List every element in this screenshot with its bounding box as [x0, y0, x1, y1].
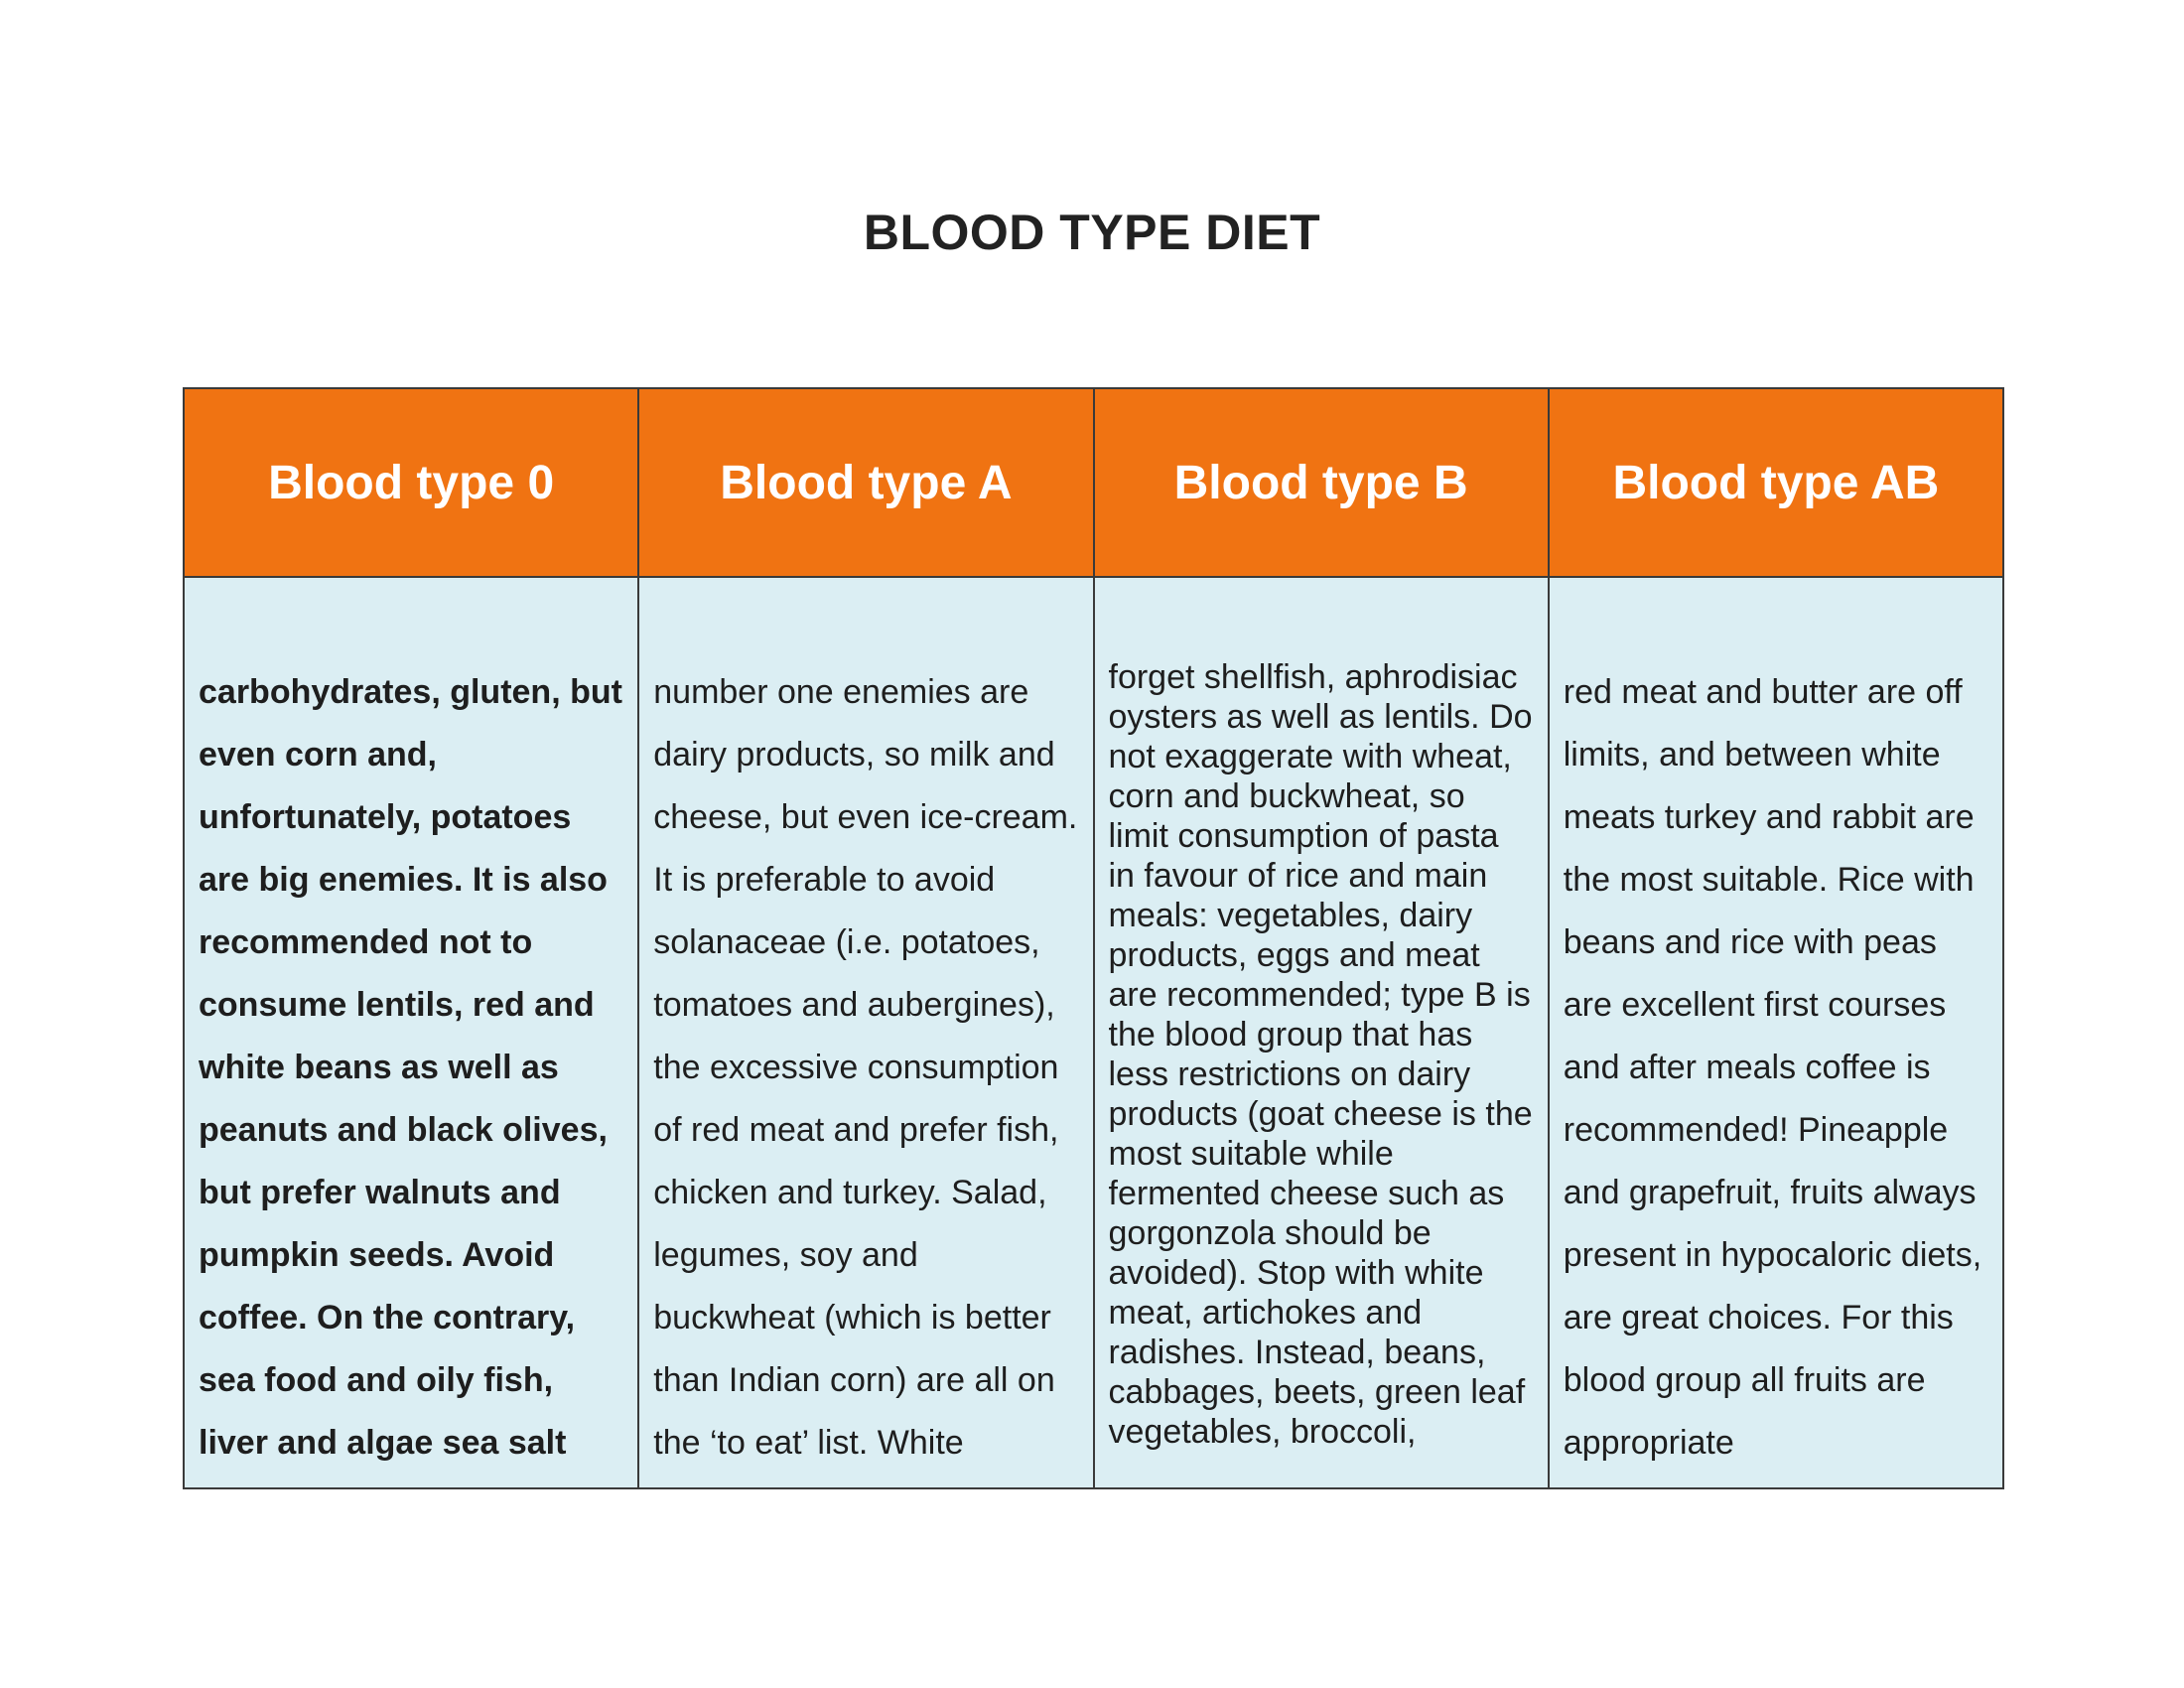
cell-blood-type-0	[184, 577, 638, 1488]
cell-blood-type-a	[638, 577, 1093, 1488]
table-header-row	[184, 388, 2003, 577]
cell-blood-type-b	[1094, 577, 1549, 1488]
diet-text-blood-type-b: forget shellfish, aphrodisiac oysters as well as lentils. Do not exaggerate with wheat, corn and buckwheat, so limit consumption of pasta in favour of rice and main meals: vegetables, dairy products, eggs and meat are recommended; type B is the blood group that has less restrictions on dairy products (goat cheese is the most suitable while fermented cheese such as gorgonzola should be avoided). Stop with white meat, artichokes and radishes. Instead, beans, cabbages, beets, green leaf vegetables, broccoli,	[1108, 658, 1533, 1451]
diet-text-blood-type-a: number one enemies are dairy products, so milk and cheese, but even ice-cream. It is preferable to avoid solanaceae (i.e. potatoes, tomatoes and aubergines), the excessive consumption of red meat and prefer fish, chicken and turkey. Salad, legumes, soy and buckwheat (which is better than Indian corn) are all on the ‘to eat’ list. White	[653, 673, 1078, 1462]
diet-text-blood-type-ab: red meat and butter are off limits, and between white meats turkey and rabbit are the most suitable. Rice with beans and rice with peas are excellent first courses and after meals coffee is recommended! Pineapple and grapefruit, fruits always present in hypocaloric diets, are great choices. For this blood group all fruits are appropriate	[1563, 673, 1982, 1462]
header-blood-type-ab: Blood type AB	[1549, 388, 2003, 577]
blood-type-diet-table	[183, 387, 2004, 1489]
document-title: BLOOD TYPE DIET	[863, 205, 1321, 260]
cell-blood-type-ab	[1549, 577, 2003, 1488]
header-blood-type-0: Blood type 0	[184, 388, 638, 577]
diet-text-blood-type-0: carbohydrates, gluten, but even corn and, unfortunately, potatoes are big enemies. It is also recommended not to consume lentils, red and white beans as well as peanuts and black olives, but prefer walnuts and pumpkin seeds. Avoid coffee. On the contrary, sea food and oily fish, liver and algae sea salt	[199, 673, 622, 1462]
header-blood-type-a: Blood type A	[638, 388, 1093, 577]
header-blood-type-b: Blood type B	[1094, 388, 1549, 577]
table-row	[184, 577, 2003, 1488]
